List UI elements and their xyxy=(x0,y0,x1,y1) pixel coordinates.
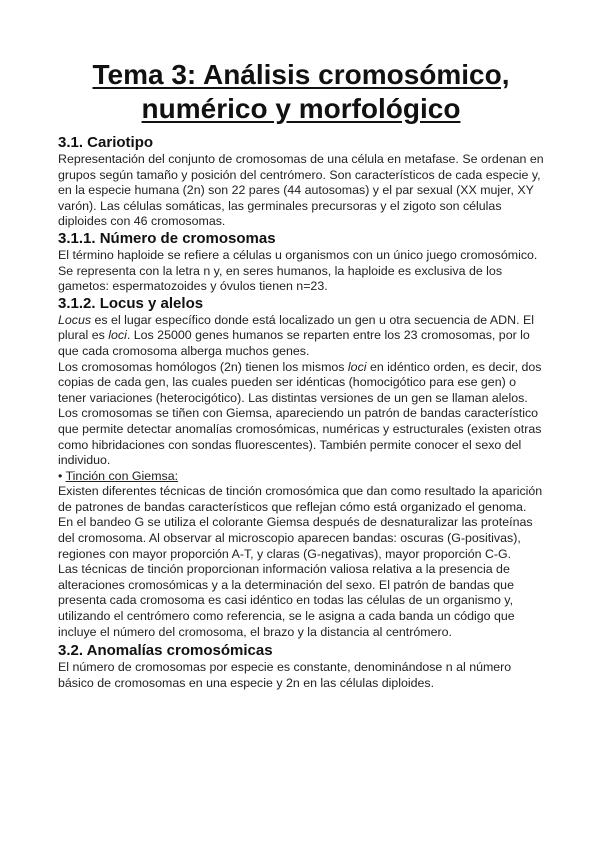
paragraph-homologos: Los cromosomas homólogos (2n) tienen los mismos loci en idéntico orden, es decir, dos copias de cada gen, las cuales pueden ser idénticas (homocigótico para ese gen) o tener variaciones (heterocigótico). Las distintas versiones de un gen se llaman alelos. xyxy=(58,359,542,405)
page-title xyxy=(58,58,544,126)
title-line-1: Tema 3: Análisis cromosómico, xyxy=(92,59,510,90)
term-loci: loci xyxy=(108,328,127,343)
paragraph-locus: Locus es el lugar específico donde está localizado un gen u otra secuencia de ADN. El plural es loci. Los 25000 genes humanos se reparten entre los 23 cromosomas, por lo que cada cromosoma alberga muchos genes. xyxy=(58,312,534,358)
title-line-2: numérico y morfológico xyxy=(141,93,461,124)
bullet-icon: • xyxy=(58,468,66,483)
bullet-title: Tinción con Giemsa: xyxy=(65,468,179,483)
term-locus: Locus xyxy=(58,312,92,327)
document-page xyxy=(58,58,544,691)
section-heading-3-2: 3.2. Anomalías cromosómicas xyxy=(58,642,273,660)
section-text-3-2: El número de cromosomas por especie es constante, denominándose n al número básico de cromosomas en una especie y 2n en las células diploides. xyxy=(58,660,512,690)
bullet-item-tincion xyxy=(58,469,544,485)
term-loci: loci xyxy=(347,359,367,374)
section-heading-3-1: 3.1. Cariotipo xyxy=(58,134,154,151)
paragraph-tecnicas: Existen diferentes técnicas de tinción cromosómica que dan como resultado la aparición de patrones de bandas característicos que reflejan cómo está organizado el genoma. En el bandeo G se utiliza el colorante Giemsa después de desnaturalizar las proteínas del cromosoma. Al observar al microscopio aparecen bandas: oscuras (G-positivas), regiones con mayor proporción A-T, y claras (G-negativas), mayor proporción C-G. xyxy=(58,484,543,561)
section-text-3-1: Representación del conjunto de cromosomas de una célula en metafase. Se ordenan en grupos según tamaño y posición del centrómero. Son característicos de cada especie y, en la especie humana (2n) son 22 pares (44 autosomas) y el par sexual (XX mujer, XY varón). Las células somáticas, las germinales precursoras y el zigoto son células diploides con 46 cromosomas. xyxy=(58,152,544,229)
section-heading-3-1-1: 3.1.1. Número de cromosomas xyxy=(58,229,276,247)
section-heading-3-1-2: 3.1.2. Locus y alelos xyxy=(58,294,204,312)
paragraph-informacion: Las técnicas de tinción proporcionan información valiosa relativa a la presencia de alteraciones cromosómicas y a la determinación del sexo. El patrón de bandas que presenta cada cromosoma es casi idéntico en todas las células de un organismo y, utilizando el centrómero como referencia, se le asigna a cada banda un código que incluye el número del cromosoma, el brazo y la distancia al centrómero. xyxy=(58,562,515,639)
section-text-3-1-1: El término haploide se refiere a células u organismos con un único juego cromosómico. Se representa con la letra n y, en seres humanos, la haploide es exclusiva de los gametos: espermatozoides y óvulos tienen n=23. xyxy=(58,247,538,294)
paragraph-giemsa-intro: Los cromosomas se tiñen con Giemsa, apareciendo un patrón de bandas característico que permite detectar anomalías cromosómicas, numéricas y estructurales (existen otras como hibridaciones con sondas fluorescentes). También permite conocer el sexo del individuo. xyxy=(58,406,542,468)
